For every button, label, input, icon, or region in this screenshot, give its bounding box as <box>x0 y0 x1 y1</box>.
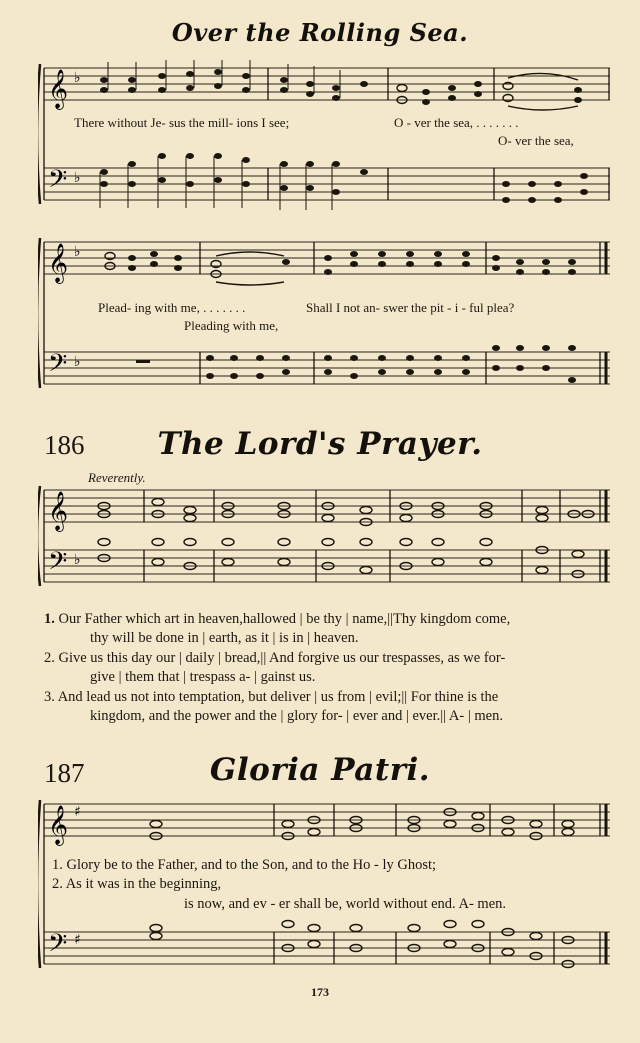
verse-3-number: 3. <box>44 689 55 705</box>
verse-3-line-2: kingdom, and the power and the | glory for- | ever and | ever.|| A- | men. <box>90 708 503 724</box>
hymn-187-title: Gloria Patri. <box>209 752 431 788</box>
verse-1-line-2: thy will be done in | earth, as it | is in | heaven. <box>90 630 359 646</box>
hymn-186-title: The Lord's Prayer. <box>157 426 483 462</box>
hymn-185-lyrics-2b: Shall I not an- swer the pit - i - ful plea? <box>306 300 515 315</box>
gloria-line-2: 2. As it was in the beginning, <box>52 876 222 892</box>
hymn-185-lyrics-1: There without Je- sus the mill- ions I see; <box>74 115 290 130</box>
svg-text:𝄢: 𝄢 <box>48 929 68 964</box>
svg-text:♭: ♭ <box>74 354 81 370</box>
svg-text:♭: ♭ <box>74 70 81 86</box>
svg-text:𝄞: 𝄞 <box>48 805 69 845</box>
hymn-186-number: 186 <box>44 430 85 460</box>
svg-text:𝄞: 𝄞 <box>48 69 69 109</box>
verse-2-line-1 <box>44 648 505 668</box>
hymn-185-lyrics-1c: O- ver the sea, <box>498 133 574 148</box>
verse-2-number: 2. <box>44 650 55 666</box>
verse-2-text-1: Give us this day our | daily | bread,|| And forgive us our trespasses, as we for- <box>54 650 506 666</box>
hymn-185-lyrics-2c: Pleading with me, <box>184 318 279 333</box>
verse-2-line-2: give | them that | trespass a- | gainst us. <box>90 669 316 685</box>
hymn-185-lyrics-2: Plead- ing with me, . . . . . . . <box>98 300 246 315</box>
hymn-187-number: 187 <box>44 758 85 788</box>
svg-text:𝄞: 𝄞 <box>48 491 69 531</box>
verse-3-line-1 <box>44 687 498 707</box>
svg-text:𝄢: 𝄢 <box>48 165 68 200</box>
svg-text:𝄞: 𝄞 <box>48 243 69 283</box>
hymn-185-lyrics-1b: O - ver the sea, . . . . . . . <box>394 115 519 130</box>
svg-text:𝄢: 𝄢 <box>48 547 68 582</box>
gloria-line-1: 1. Glory be to the Father, and to the Son, and to the Ho - ly Ghost; <box>52 857 437 873</box>
svg-text:♯: ♯ <box>74 932 81 948</box>
svg-text:♯: ♯ <box>74 804 81 820</box>
verse-3-text-1: And lead us not into temptation, but deliver | us from | evil;|| For thine is the <box>54 689 499 705</box>
staff-system-3 <box>38 482 612 592</box>
svg-text:♭: ♭ <box>74 552 81 568</box>
verse-1-line-1 <box>44 609 510 629</box>
svg-text:𝄢: 𝄢 <box>48 349 68 384</box>
hymn-185-title: Over the Rolling Sea. <box>171 18 469 47</box>
verse-1-number: 1. <box>44 611 55 627</box>
page-number: 173 <box>311 985 329 999</box>
tempo-marking: Reverently. <box>88 470 146 485</box>
verse-1-text-1: Our Father which art in heaven,hallowed | be thy | name,||Thy kingdom come, <box>54 611 511 627</box>
gloria-line-3: is now, and ev - er shall be, world without end. A- men. <box>184 896 507 912</box>
svg-text:♭: ♭ <box>74 244 81 260</box>
svg-text:♭: ♭ <box>74 170 81 186</box>
